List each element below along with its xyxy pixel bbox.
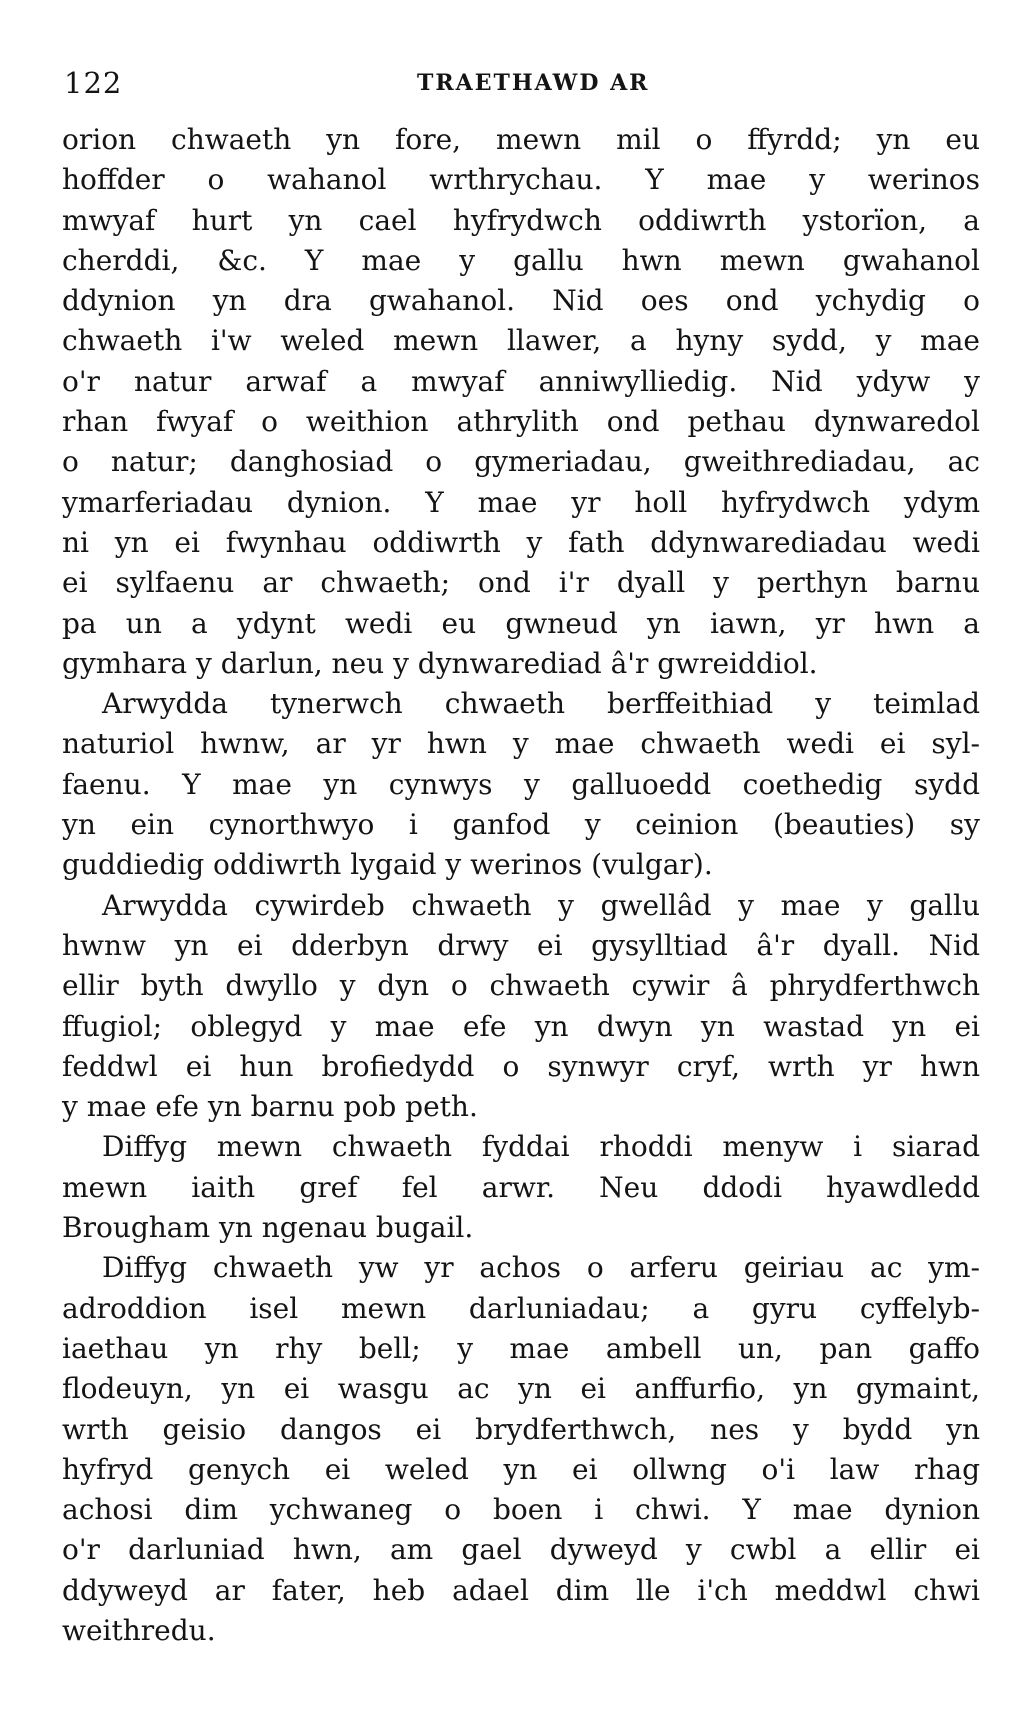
- text-line: ddynion yn dra gwahanol. Nid oes ond ychydig o: [62, 284, 980, 318]
- running-head: [62, 58, 980, 120]
- text-line: mwyaf hurt yn cael hyfrydwch oddiwrth ystorïon, a: [62, 203, 980, 237]
- text-line: o'r darluniad hwn, am gael dyweyd y cwbl a ellir ei: [62, 1533, 980, 1567]
- text-line: Brougham yn ngenau bugail.: [62, 1211, 474, 1245]
- text-line: o'r natur arwaf a mwyaf anniwylliedig. Nid ydyw y: [62, 364, 980, 398]
- text-line: orion chwaeth yn fore, mewn mil o ffyrdd; yn eu: [62, 123, 980, 156]
- text-line: faenu. Y mae yn cynwys y galluoedd coethedig sydd: [62, 767, 980, 801]
- text-line: hwnw yn ei dderbyn drwy ei gysylltiad â'r dyall. Nid: [62, 928, 980, 962]
- paragraph-first-line: Arwydda tynerwch chwaeth berffeithiad y teimlad: [102, 687, 980, 721]
- text-line: achosi dim ychwaneg o boen i chwi. Y mae dynion: [62, 1493, 980, 1527]
- text-line: pa un a ydynt wedi eu gwneud yn iawn, yr hwn a: [62, 606, 980, 640]
- text-line: iaethau yn rhy bell; y mae ambell un, pan gaffo: [62, 1331, 980, 1365]
- paragraph-first-line: Diffyg mewn chwaeth fyddai rhoddi menyw i siarad: [102, 1130, 980, 1164]
- running-title: TRAETHAWD AR: [417, 70, 650, 96]
- text-line: o natur; danghosiad o gymeriadau, gweithrediadau, ac: [62, 445, 980, 479]
- text-line: weithredu.: [62, 1613, 216, 1647]
- page-number: 122: [64, 66, 123, 100]
- text-line: mewn iaith gref fel arwr. Neu ddodi hyawdledd: [62, 1170, 980, 1204]
- book-page: [62, 58, 980, 1651]
- text-line: chwaeth i'w weled mewn llawer, a hyny sydd, y mae: [62, 324, 980, 358]
- text-line: ei sylfaenu ar chwaeth; ond i'r dyall y perthyn barnu: [62, 566, 980, 600]
- text-line: flodeuyn, yn ei wasgu ac yn ei anffurfio, yn gymaint,: [62, 1372, 980, 1406]
- text-line: adroddion isel mewn darluniadau; a gyru cyffelyb-: [62, 1291, 980, 1325]
- text-line: gymhara y darlun, neu y dynwarediad â'r gwreiddiol.: [62, 646, 818, 680]
- text-line: guddiedig oddiwrth lygaid y werinos (vulgar).: [62, 848, 713, 882]
- text-line: wrth geisio dangos ei brydferthwch, nes y bydd yn: [62, 1412, 980, 1446]
- text-line: feddwl ei hun brofiedydd o synwyr cryf, wrth yr hwn: [62, 1049, 980, 1083]
- text-line: ffugiol; oblegyd y mae efe yn dwyn yn wastad yn ei: [62, 1009, 980, 1043]
- text-line: y mae efe yn barnu pob peth.: [62, 1090, 478, 1124]
- text-line: rhan fwyaf o weithion athrylith ond pethau dynwaredol: [62, 405, 980, 439]
- text-line: hyfryd genych ei weled yn ei ollwng o'i law rhag: [62, 1452, 980, 1486]
- paragraph-first-line: Arwydda cywirdeb chwaeth y gwellâd y mae y gallu: [102, 888, 980, 922]
- body-text: [62, 120, 980, 1651]
- text-line: cherddi, &c. Y mae y gallu hwn mewn gwahanol: [62, 243, 980, 277]
- text-line: yn ein cynorthwyo i ganfod y ceinion (beauties) sy: [62, 808, 980, 842]
- text-line: ni yn ei fwynhau oddiwrth y fath ddynwarediadau wedi: [62, 525, 980, 559]
- text-line: hoffder o wahanol wrthrychau. Y mae y werinos: [62, 163, 980, 197]
- text-line: ymarferiadau dynion. Y mae yr holl hyfrydwch ydym: [62, 485, 980, 519]
- text-line: ellir byth dwyllo y dyn o chwaeth cywir â phrydferthwch: [62, 969, 980, 1003]
- paragraph-first-line: Diffyg chwaeth yw yr achos o arferu geiriau ac ym-: [102, 1251, 980, 1285]
- text-line: naturiol hwnw, ar yr hwn y mae chwaeth wedi ei syl-: [62, 727, 980, 761]
- text-line: ddyweyd ar fater, heb adael dim lle i'ch meddwl chwi: [62, 1573, 980, 1607]
